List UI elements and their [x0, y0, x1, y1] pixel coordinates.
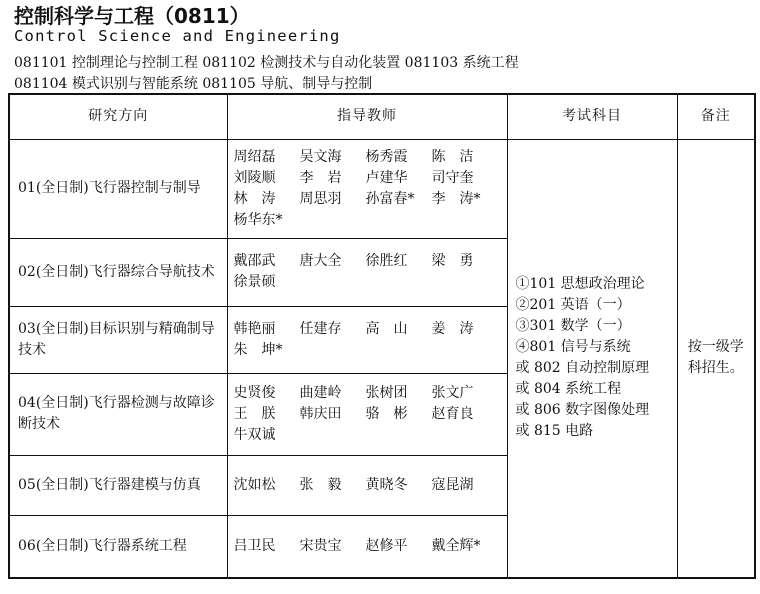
advisor-name: 周绍磊 — [233, 148, 276, 165]
advisor-name: 孙富春* — [365, 190, 415, 207]
advisor-name: 张 毅 — [299, 476, 342, 493]
header-exam: 考试科目 — [507, 94, 677, 139]
advisor-name: 牛双诚 — [233, 426, 276, 443]
advisor-name: 赵修平 — [365, 537, 408, 554]
exam-subject: 或 804 系统工程 — [515, 381, 622, 398]
research-direction: 03(全日制)目标识别与精确制导技术 — [9, 306, 227, 373]
advisor-list — [227, 455, 507, 515]
advisor-name: 张树团 — [365, 384, 408, 401]
advisor-name: 宋贵宝 — [299, 537, 342, 554]
exam-subject: 或 806 数字图像处理 — [515, 402, 650, 419]
advisor-name: 韩艳丽 — [233, 320, 276, 337]
exam-subject: ①101 思想政治理论 — [515, 276, 645, 293]
sub-discipline-list-line-2: 081104 模式识别与智能系统 081105 导航、制导与控制 — [14, 76, 373, 92]
advisor-list — [227, 306, 507, 373]
advisor-name: 卢建华 — [365, 169, 408, 186]
advisor-name: 司守奎 — [431, 169, 474, 186]
advisor-name: 姜 涛 — [431, 320, 474, 337]
advisor-name: 朱 坤* — [233, 341, 283, 358]
advisor-name: 杨秀霞 — [365, 148, 408, 165]
advisor-name: 任建存 — [299, 320, 342, 337]
research-direction: 01(全日制)飞行器控制与制导 — [9, 139, 227, 238]
header-advisors: 指导教师 — [227, 94, 507, 139]
advisor-list — [227, 238, 507, 306]
advisor-name: 李 涛* — [431, 190, 481, 207]
advisor-name: 李 岩 — [299, 169, 342, 186]
advisor-name: 赵育良 — [431, 405, 474, 422]
exam-subject: 或 802 自动控制原理 — [515, 360, 650, 377]
advisor-name: 高 山 — [365, 320, 408, 337]
advisor-list — [227, 139, 507, 238]
research-direction: 05(全日制)飞行器建模与仿真 — [9, 455, 227, 515]
research-direction: 02(全日制)飞行器综合导航技术 — [9, 238, 227, 306]
advisor-name: 梁 勇 — [431, 253, 474, 269]
sub-discipline-list-line-1: 081101 控制理论与控制工程 081102 检测技术与自动化装置 081103 系统工程 — [14, 55, 519, 71]
header-direction: 研究方向 — [9, 94, 227, 139]
advisor-name: 王 朕 — [233, 405, 276, 422]
advisor-name: 史贤俊 — [233, 384, 276, 401]
advisor-name: 骆 彬 — [365, 405, 408, 422]
advisor-name: 唐大全 — [299, 253, 342, 269]
advisor-name: 戴全辉* — [431, 537, 481, 554]
header-note: 备注 — [677, 94, 755, 139]
exam-subject: 或 815 电路 — [515, 423, 594, 440]
advisor-name: 吴文海 — [299, 148, 342, 165]
advisor-name: 徐景硕 — [233, 274, 276, 290]
advisor-name: 沈如松 — [233, 476, 276, 493]
advisor-name: 黄晓冬 — [365, 476, 408, 493]
advisor-name: 戴邵武 — [233, 253, 276, 269]
advisor-name: 刘陵顺 — [233, 169, 276, 186]
advisor-list — [227, 373, 507, 455]
advisor-name: 周思羽 — [299, 190, 342, 207]
advisor-name: 林 涛 — [233, 190, 276, 207]
advisor-name: 张文广 — [431, 384, 474, 401]
research-direction: 04(全日制)飞行器检测与故障诊断技术 — [9, 373, 227, 455]
advisor-name: 吕卫民 — [233, 537, 276, 554]
exam-subject: ③301 数学（一） — [515, 318, 631, 335]
page-title: 控制科学与工程（0811） — [14, 4, 250, 28]
table-header-row — [9, 94, 755, 139]
table-row — [9, 139, 755, 238]
admissions-table — [8, 93, 756, 579]
advisor-name: 陈 洁 — [431, 148, 474, 165]
exam-subject: ④801 信号与系统 — [515, 339, 631, 356]
admission-note: 按一级学科招生。 — [677, 139, 755, 578]
advisor-name: 杨华东* — [233, 211, 283, 228]
exam-subject: ②201 英语（一） — [515, 297, 631, 314]
research-direction: 06(全日制)飞行器系统工程 — [9, 515, 227, 578]
advisor-name: 韩庆田 — [299, 405, 342, 422]
advisor-name: 寇昆湖 — [431, 476, 474, 493]
advisor-name: 曲建岭 — [299, 384, 342, 401]
advisor-list — [227, 515, 507, 578]
english-title: Control Science and Engineering — [14, 27, 341, 45]
advisor-name: 徐胜红 — [365, 253, 408, 269]
exam-subjects — [507, 139, 677, 578]
